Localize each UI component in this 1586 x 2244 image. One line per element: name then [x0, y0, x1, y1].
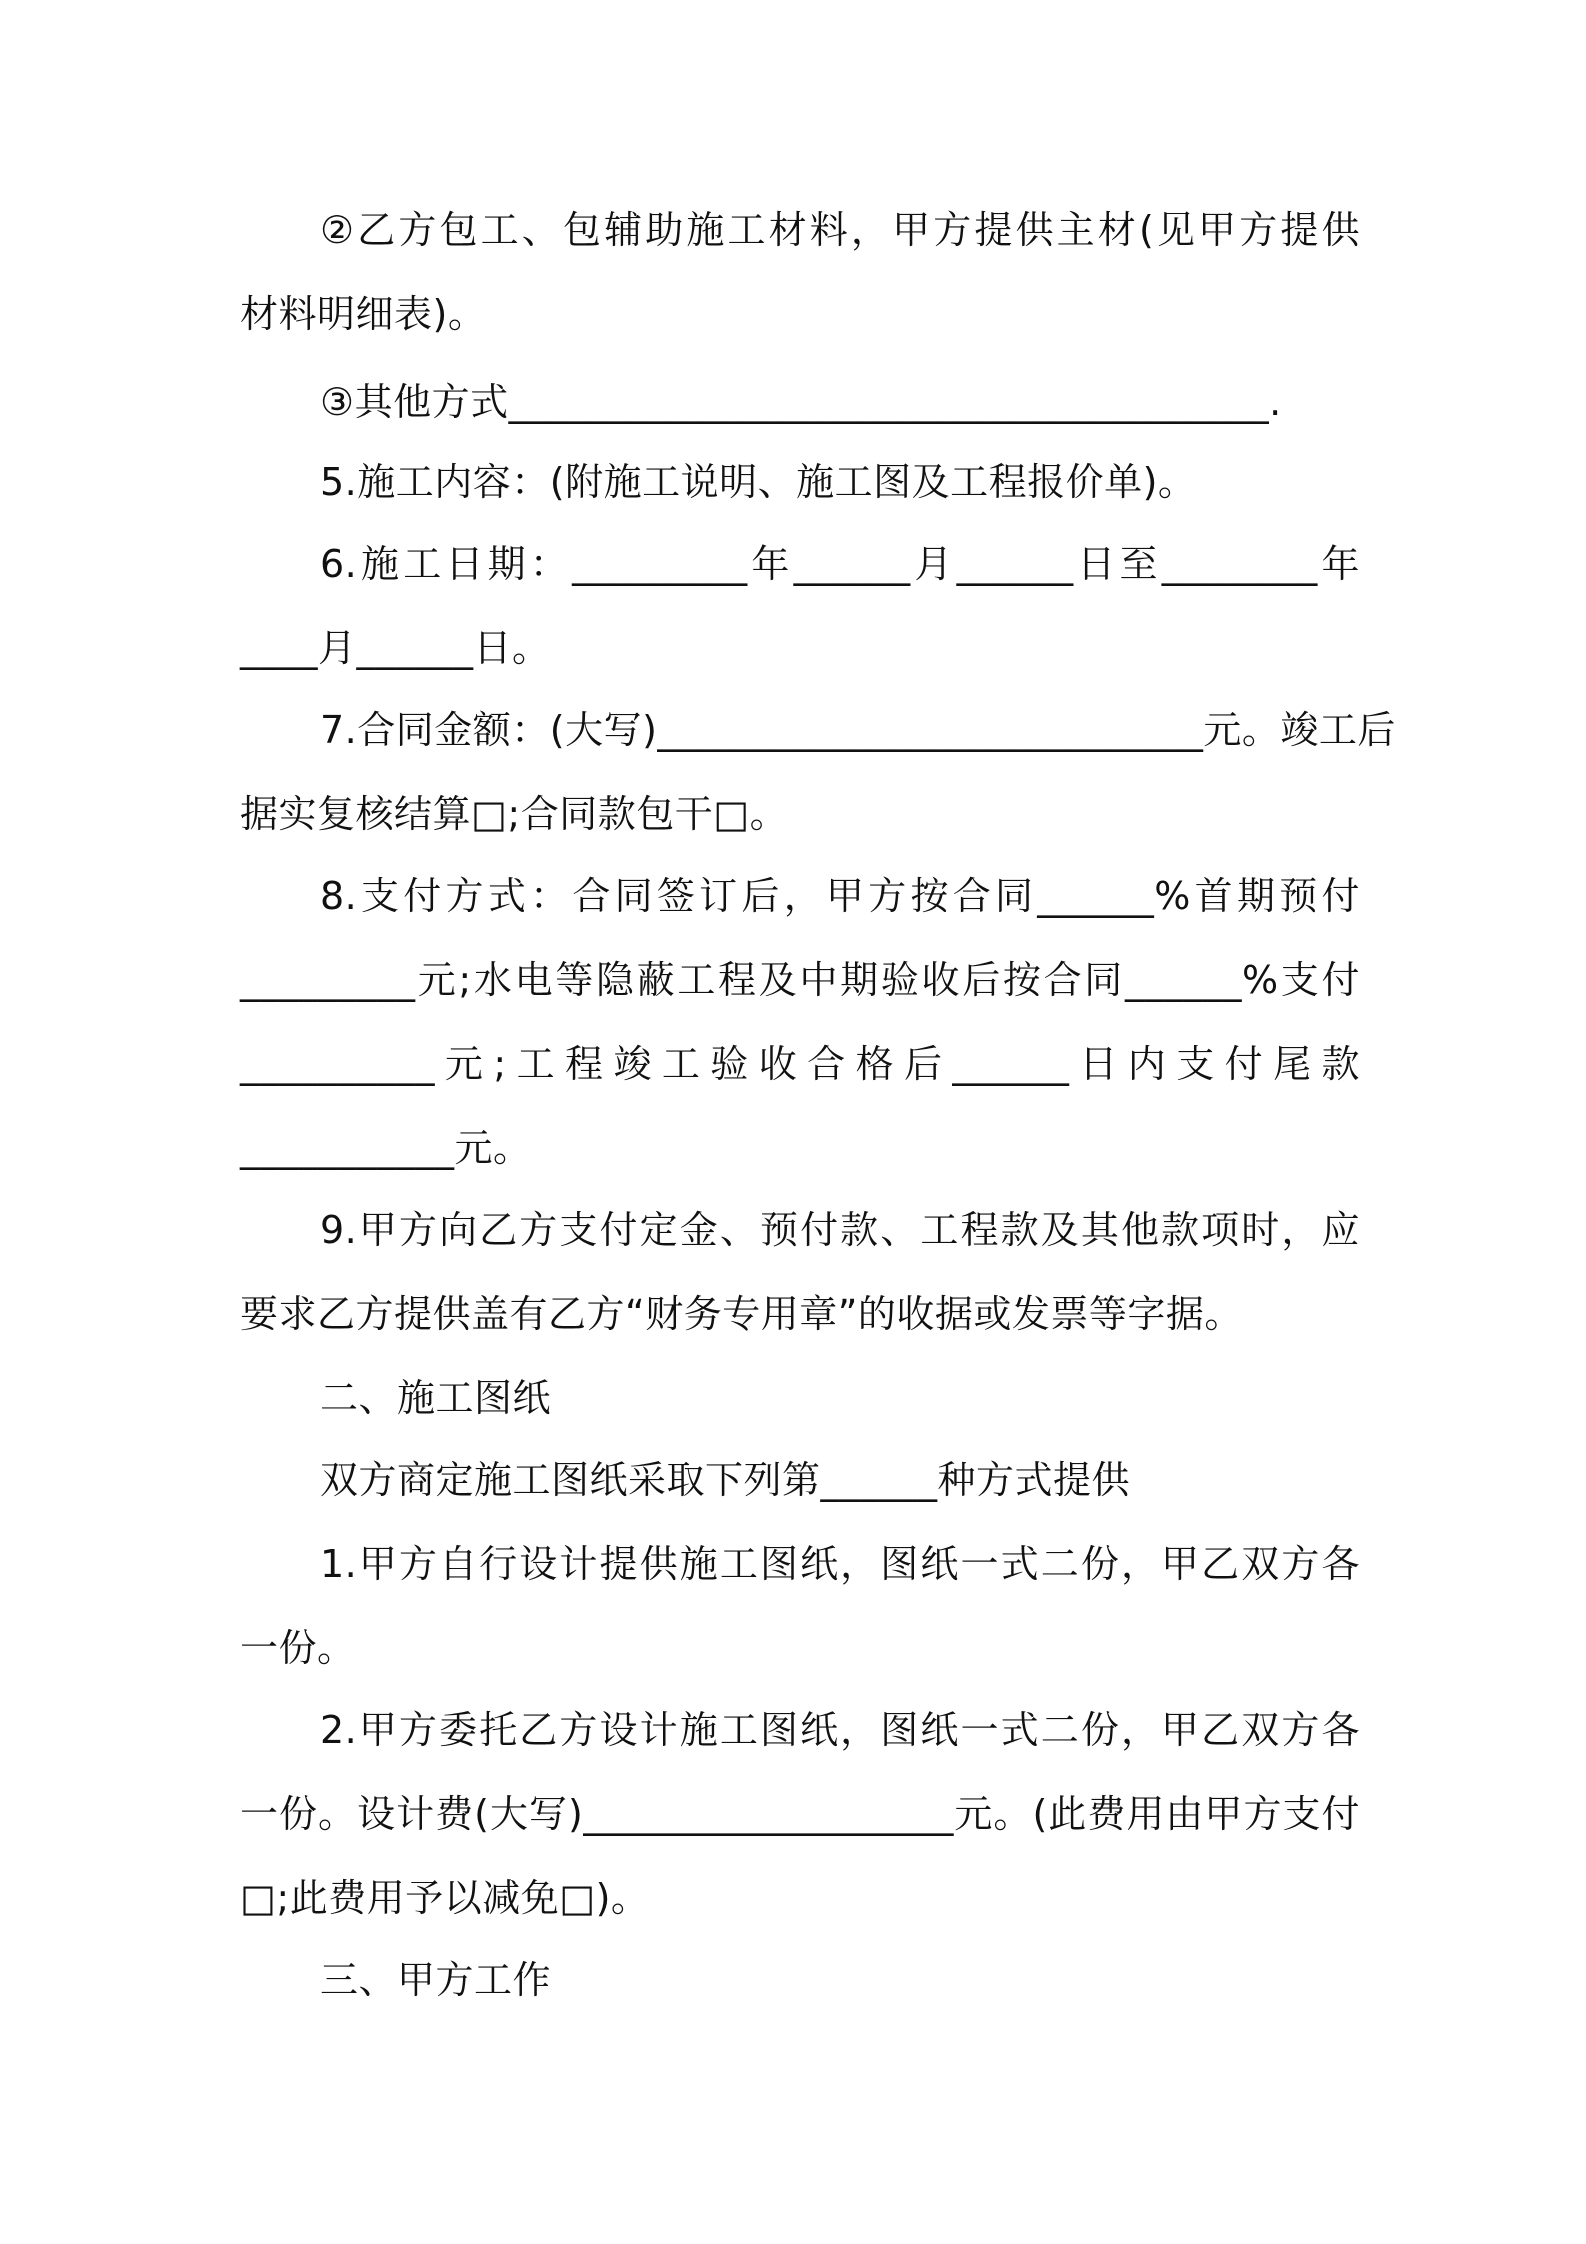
para-drawing-option-1-line1: 1.甲方自行设计提供施工图纸，图纸一式二份，甲乙双方各 — [320, 1542, 1360, 1586]
para-construction-content: 5.施工内容：(附施工说明、施工图及工程报价单)。 — [320, 460, 1197, 504]
para-contract-amount-line2: 据实复核结算□;合同款包干□。 — [240, 792, 789, 836]
section-heading-drawings: 二、施工图纸 — [320, 1376, 552, 1420]
para-payment-method-line2: _________元;水电等隐蔽工程及中期验收后按合同______%支付 — [240, 958, 1360, 1002]
para-payment-method-line3: __________元;工程竣工验收合格后______日内支付尾款 — [240, 1042, 1360, 1086]
para-receipt-requirement-line2: 要求乙方提供盖有乙方“财务专用章”的收据或发票等字据。 — [240, 1292, 1243, 1336]
para-payment-method-line1: 8.支付方式：合同签订后，甲方按合同______%首期预付 — [320, 874, 1360, 918]
para-material-option-3: ③其他方式_______________________________________. — [320, 380, 1282, 424]
para-contract-amount-line1: 7.合同金额：(大写)____________________________元。竣工后 — [320, 708, 1396, 752]
section-heading-party-a-work: 三、甲方工作 — [320, 1958, 552, 2002]
para-material-option-2-line1: ②乙方包工、包辅助施工材料，甲方提供主材(见甲方提供 — [320, 208, 1360, 252]
para-material-option-2-line2: 材料明细表)。 — [240, 292, 487, 336]
para-payment-method-line4: ___________元。 — [240, 1126, 532, 1170]
para-drawing-method: 双方商定施工图纸采取下列第______种方式提供 — [320, 1458, 1131, 1502]
para-receipt-requirement-line1: 9.甲方向乙方支付定金、预付款、工程款及其他款项时，应 — [320, 1208, 1360, 1252]
para-drawing-option-2-line1: 2.甲方委托乙方设计施工图纸，图纸一式二份，甲乙双方各 — [320, 1708, 1360, 1752]
para-drawing-option-2-line2: 一份。设计费(大写)___________________元。(此费用由甲方支付 — [240, 1792, 1360, 1836]
para-construction-date-line2: ____月______日。 — [240, 626, 551, 670]
para-drawing-option-1-line2: 一份。 — [240, 1626, 356, 1670]
para-drawing-option-2-line3: □;此费用予以减免□)。 — [240, 1876, 650, 1920]
para-construction-date-line1: 6.施工日期：_________年______月______日至________年 — [320, 542, 1360, 586]
